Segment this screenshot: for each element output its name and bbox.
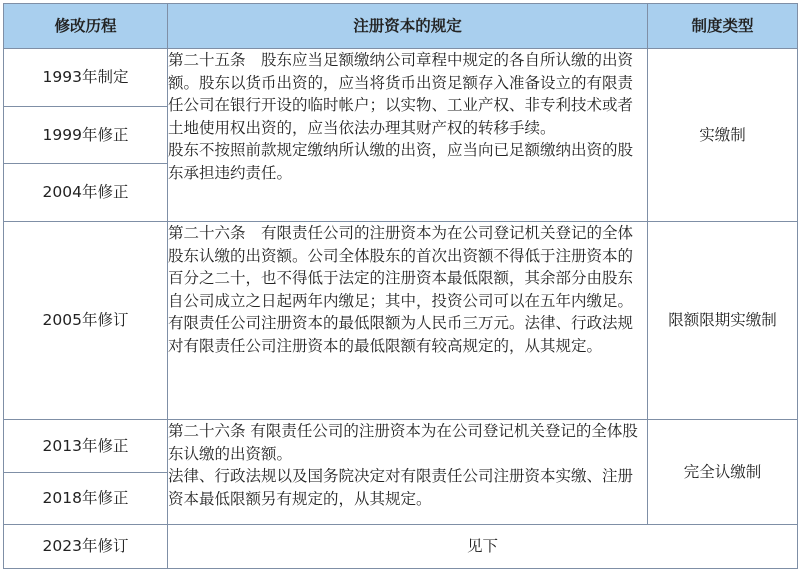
type-full-subscription: 完全认缴制 bbox=[648, 420, 798, 525]
rule-cell-article-26-2013 bbox=[168, 420, 648, 525]
type-limited-paid-in: 限额限期实缴制 bbox=[648, 222, 798, 420]
year-1999: 1999年修正 bbox=[4, 107, 168, 164]
header-capital-rules: 注册资本的规定 bbox=[168, 4, 648, 49]
year-1993: 1993年制定 bbox=[4, 49, 168, 107]
table-row bbox=[4, 420, 798, 473]
rule-paragraph: 法律、行政法规以及国务院决定对有限责任公司注册资本实缴、注册资本最低限额另有规定的，从其规定。 bbox=[168, 467, 634, 508]
rule-paragraph: 第二十六条 有限责任公司的注册资本为在公司登记机关登记的全体股东认缴的出资额。公司全体股东的首次出资额不得低于注册资本的百分之二十，也不得低于法定的注册资本最低限额，其余部分由股东自公司成立之日起两年内缴足；其中，投资公司可以在五年内缴足。 bbox=[168, 224, 634, 310]
year-2018: 2018年修正 bbox=[4, 473, 168, 525]
type-paid-in: 实缴制 bbox=[648, 49, 798, 222]
header-row bbox=[4, 4, 798, 49]
year-2023: 2023年修订 bbox=[4, 525, 168, 569]
year-2004: 2004年修正 bbox=[4, 164, 168, 222]
rule-cell-article-25 bbox=[168, 49, 648, 222]
table-row bbox=[4, 222, 798, 420]
year-2013: 2013年修正 bbox=[4, 420, 168, 473]
capital-rules-table bbox=[3, 3, 798, 569]
rule-paragraph: 有限责任公司注册资本的最低限额为人民币三万元。法律、行政法规对有限责任公司注册资本的最低限额有较高规定的，从其规定。 bbox=[168, 314, 634, 355]
header-system-type: 制度类型 bbox=[648, 4, 798, 49]
table-row bbox=[4, 49, 798, 107]
rule-cell-article-26-2005 bbox=[168, 222, 648, 420]
rule-see-below: 见下 bbox=[168, 525, 798, 569]
header-revision-history: 修改历程 bbox=[4, 4, 168, 49]
year-2005: 2005年修订 bbox=[4, 222, 168, 420]
rule-paragraph: 第二十五条 股东应当足额缴纳公司章程中规定的各自所认缴的出资额。股东以货币出资的，应当将货币出资足额存入准备设立的有限责任公司在银行开设的临时帐户；以实物、工业产权、非专利技术或者土地使用权出资的，应当依法办理其财产权的转移手续。 bbox=[168, 51, 634, 137]
table-row bbox=[4, 525, 798, 569]
rule-paragraph: 第二十六条 有限责任公司的注册资本为在公司登记机关登记的全体股东认缴的出资额。 bbox=[168, 422, 638, 463]
rule-paragraph: 股东不按照前款规定缴纳所认缴的出资，应当向已足额缴纳出资的股东承担违约责任。 bbox=[168, 141, 634, 182]
